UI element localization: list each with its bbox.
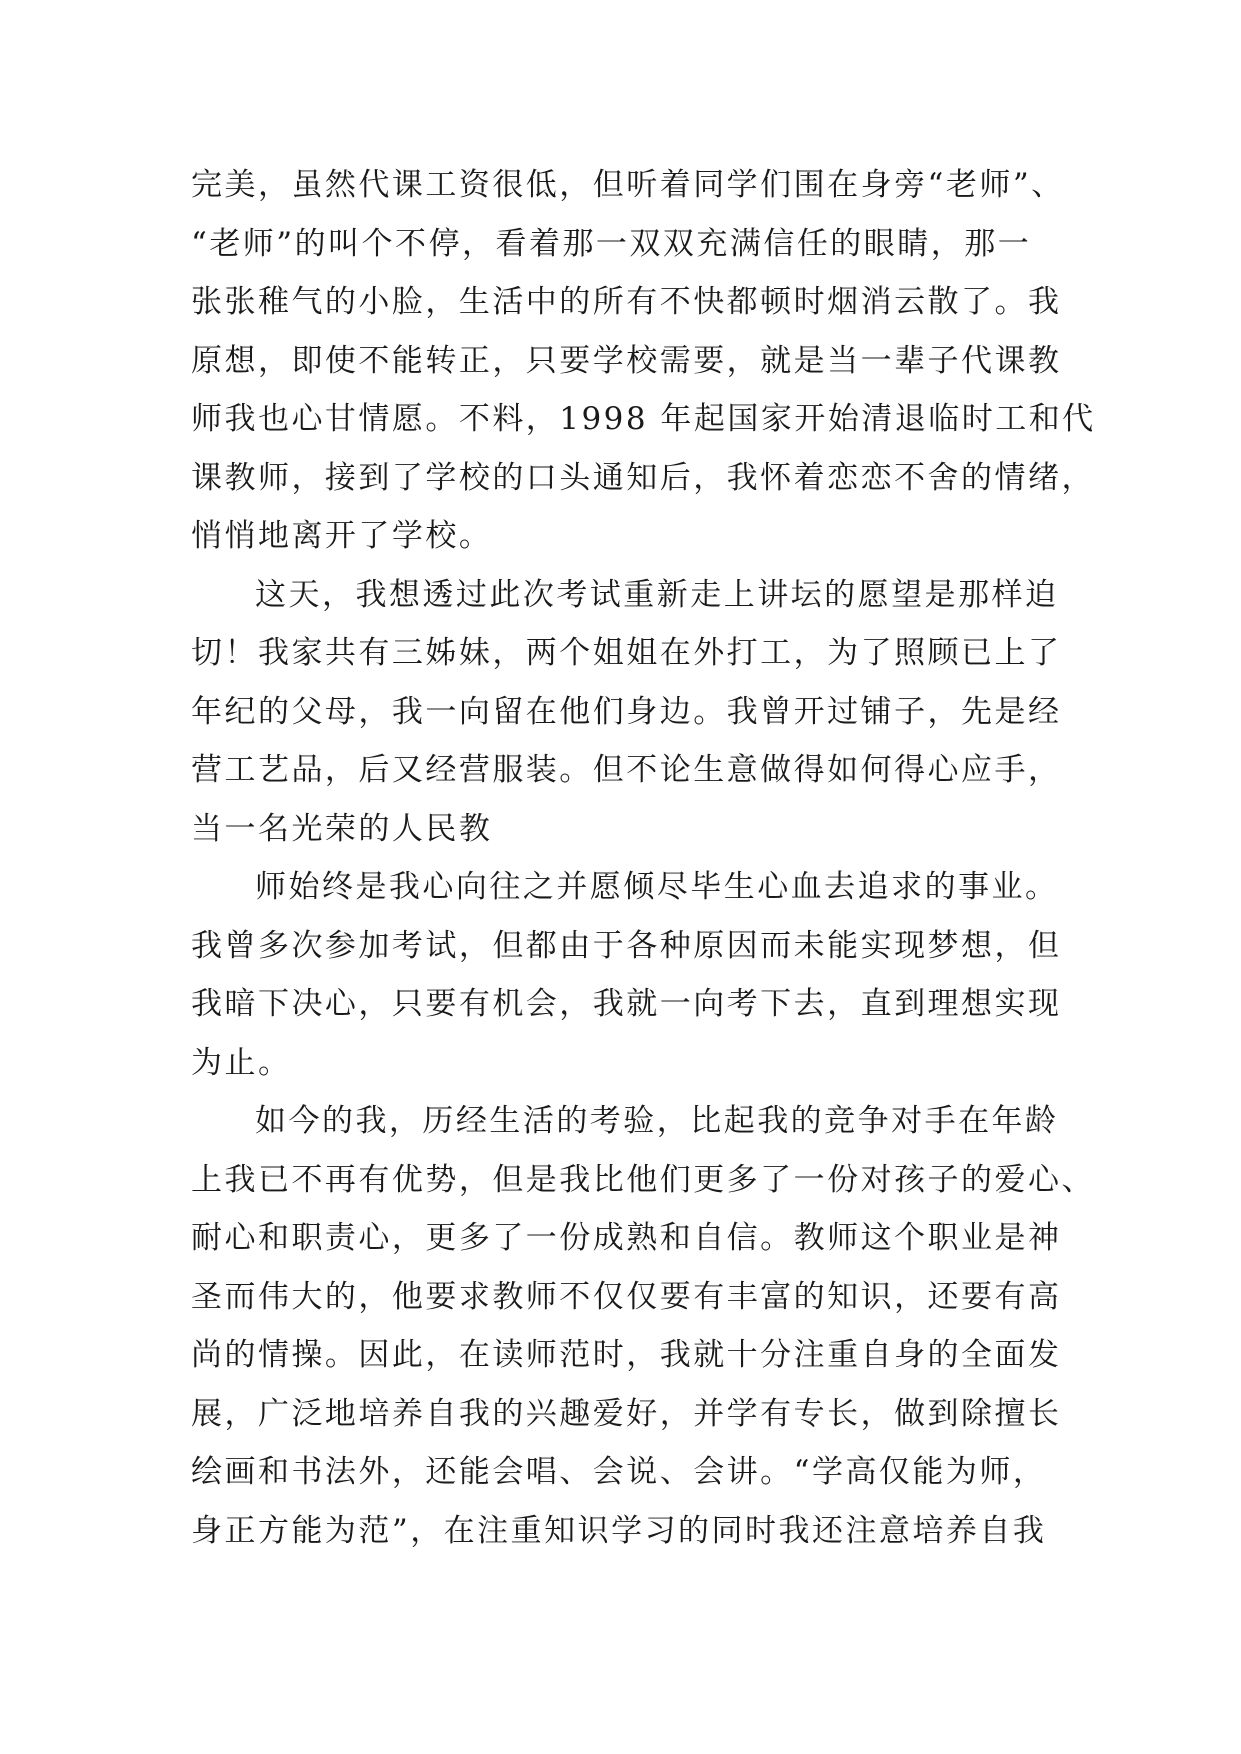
text-line: 悄悄地离开了学校。: [191, 518, 493, 554]
text-line: 营工艺品，后又经营服装。但不论生意做得如何得心应手，: [191, 752, 1062, 788]
text-line: 切！我家共有三姊妹，两个姐姐在外打工，为了照顾已上了: [191, 635, 1062, 671]
text-line: 上我已不再有优势，但是我比他们更多了一份对孩子的爱心、: [191, 1161, 1095, 1198]
text-line: 当一名光荣的人民教: [191, 810, 493, 847]
paragraph: [191, 1092, 1095, 1560]
document-body: [191, 156, 1096, 1560]
text-line: 原想，即使不能转正，只要学校需要，就是当一辈子代课教: [191, 342, 1062, 379]
text-line: 我曾多次参加考试，但都由于各种原因而未能实现梦想，但: [191, 927, 1062, 964]
text-line: 我暗下决心，只要有机会，我就一向考下去，直到理想实现: [191, 986, 1062, 1022]
text-line: 尚的情操。因此，在读师范时，我就十分注重自身的全面发: [191, 1337, 1062, 1373]
text-line: 师始终是我心向往之并愿倾尽毕生心血去追求的事业。: [255, 869, 1059, 905]
text-line: 课教师，接到了学校的口头通知后，我怀着恋恋不舍的情绪，: [191, 459, 1095, 496]
text-line: 完美，虽然代课工资很低，但听着同学们围在身旁“老师”、: [191, 167, 1065, 203]
paragraph: [191, 566, 1062, 859]
text-line: 张张稚气的小脸，生活中的所有不快都顿时烟消云散了。我: [191, 284, 1062, 320]
text-line: 为止。: [191, 1044, 292, 1081]
text-line: 展，广泛地培养自我的兴趣爱好，并学有专长，做到除擅长: [191, 1395, 1062, 1432]
text-line: 这天，我想透过此次考试重新走上讲坛的愿望是那样迫: [255, 576, 1059, 613]
text-line: 身正方能为范”，在注重知识学习的同时我还注意培养自我: [191, 1512, 1047, 1549]
paragraph: [191, 858, 1062, 1092]
text-line: “老师”的叫个不停，看着那一双双充满信任的眼睛，那一: [191, 225, 1032, 262]
text-line: 师我也心甘情愿。不料，1998 年起国家开始清退临时工和代: [191, 401, 1096, 437]
paragraph: [191, 156, 1096, 566]
text-line: 年纪的父母，我一向留在他们身边。我曾开过铺子，先是经: [191, 693, 1062, 730]
text-line: 绘画和书法外，还能会唱、会说、会讲。“学高仅能为师，: [191, 1454, 1047, 1490]
text-line: 耐心和职责心，更多了一份成熟和自信。教师这个职业是神: [191, 1220, 1062, 1256]
text-line: 如今的我，历经生活的考验，比起我的竞争对手在年龄: [255, 1103, 1059, 1139]
text-line: 圣而伟大的，他要求教师不仅仅要有丰富的知识，还要有高: [191, 1278, 1062, 1315]
